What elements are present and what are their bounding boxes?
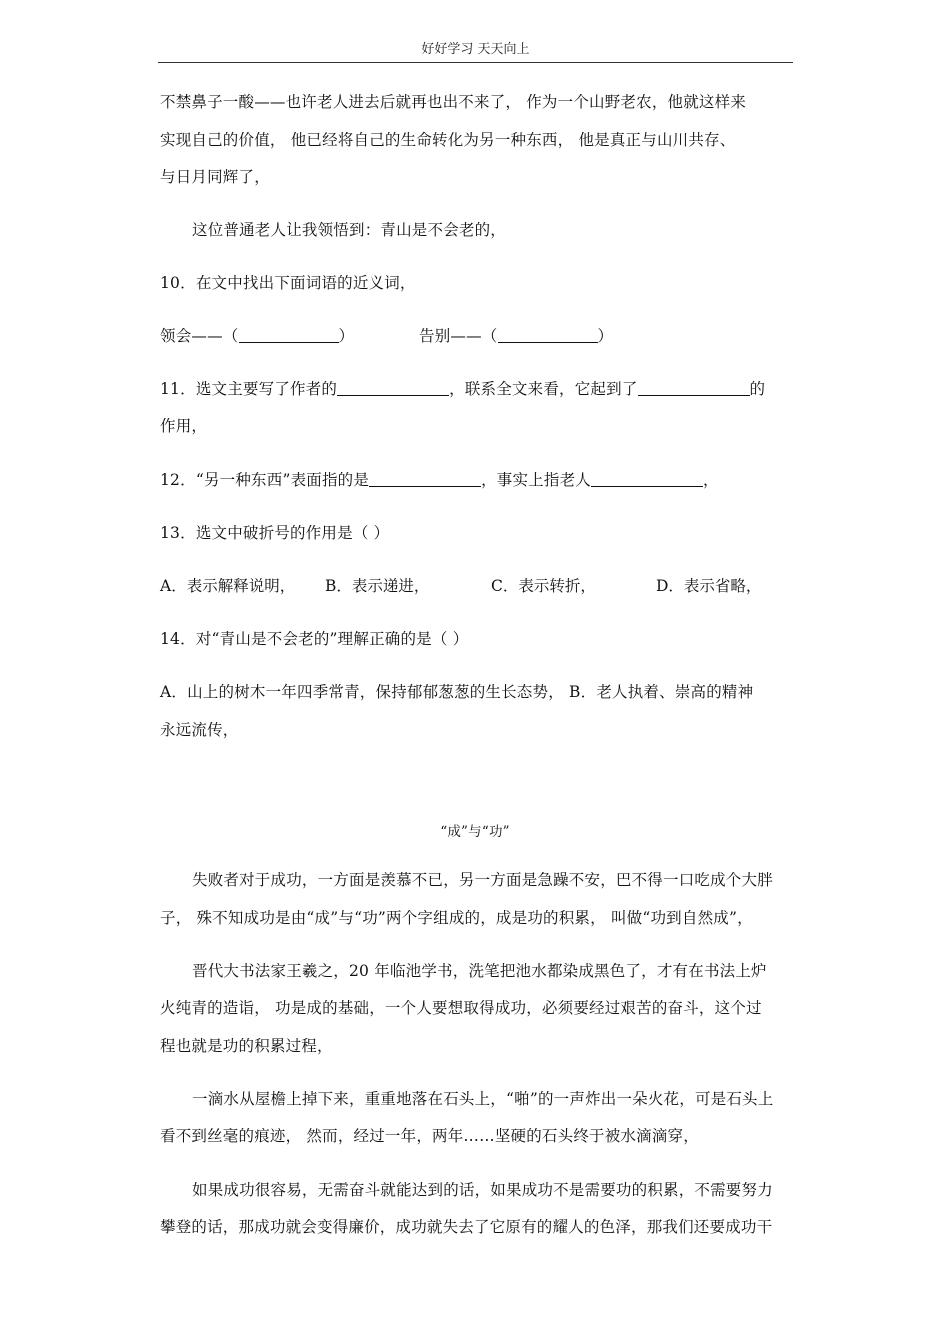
question-11-line-1 xyxy=(160,377,765,399)
answer-blank[interactable] xyxy=(638,381,750,396)
passage1-line-3: 与日月同辉了， xyxy=(160,168,270,186)
answer-blank[interactable] xyxy=(369,472,481,487)
passage2-p4-line-2: 攀登的话，那成功就会变得廉价，成功就失去了它原有的耀人的色泽，那我们还要成功干 xyxy=(160,1218,773,1236)
passage2-p2-line-2: 火纯青的造诣， 功是成的基础，一个人要想取得成功，必须要经过艰苦的奋斗，这个过 xyxy=(160,999,762,1017)
word-label: 领会——（ xyxy=(160,327,239,345)
passage2-p2-line-3: 程也就是功的积累过程， xyxy=(160,1037,333,1055)
passage2-title: “成”与“功” xyxy=(440,824,510,840)
passage2-p1-line-2: 子， 殊不知成功是由“成”与“功”两个字组成的，成是功的积累， 叫做“功到自然成”， xyxy=(160,909,753,927)
question-13-option-c[interactable]: C．表示转折， xyxy=(491,577,596,595)
passage1-conclusion: 这位普通老人让我领悟到：青山是不会老的， xyxy=(192,221,507,239)
passage2-p4-line-1: 如果成功很容易，无需奋斗就能达到的话，如果成功不是需要功的积累，不需要努力 xyxy=(192,1181,773,1199)
question-10-item-1 xyxy=(160,324,354,346)
question-11-part-2: ，联系全文来看，它起到了 xyxy=(449,380,638,398)
question-12-part-3: ， xyxy=(702,471,719,489)
question-13-option-a[interactable]: A．表示解释说明， xyxy=(160,577,296,595)
answer-blank[interactable] xyxy=(337,381,449,396)
question-13-stem: 13．选文中破折号的作用是（ ） xyxy=(160,524,390,542)
question-12-part-2: ，事实上指老人 xyxy=(481,471,591,489)
page-header: 好好学习 天天向上 xyxy=(421,42,530,57)
question-13-option-d[interactable]: D．表示省略， xyxy=(656,577,762,595)
passage1-line-1: 不禁鼻子一酸——也许老人进去后就再也出不来了， 作为一个山野老农，他就这样来 xyxy=(160,93,747,111)
passage2-p2-line-1: 晋代大书法家王羲之，20 年临池学书，洗笔把池水都染成黑色了，才有在书法上炉 xyxy=(192,962,767,980)
question-13-option-b[interactable]: B．表示递进， xyxy=(325,577,430,595)
question-10-item-2 xyxy=(419,324,613,346)
passage2-p3-line-1: 一滴水从屋檐上掉下来，重重地落在石头上，“啪”的一声炸出一朵火花，可是石头上 xyxy=(192,1090,774,1108)
question-14-options-line-2: 永远流传， xyxy=(160,721,239,739)
passage2-p3-line-2: 看不到丝毫的痕迹， 然而，经过一年，两年……坚硬的石头终于被水滴滴穿， xyxy=(160,1127,699,1145)
question-11-line-2: 作用， xyxy=(160,417,208,435)
question-12 xyxy=(160,468,719,490)
question-12-part-1: 12．“另一种东西”表面指的是 xyxy=(160,471,370,489)
question-11-part-1: 11．选文主要写了作者的 xyxy=(160,380,338,398)
header-divider xyxy=(158,62,793,63)
word-label: 告别——（ xyxy=(419,327,498,345)
question-14-stem: 14．对“青山是不会老的”理解正确的是（ ） xyxy=(160,630,469,648)
word-label-end: ） xyxy=(338,327,355,345)
passage1-line-2: 实现自己的价值， 他已经将自己的生命转化为另一种东西， 他是真正与山川共存、 xyxy=(160,131,736,149)
answer-blank[interactable] xyxy=(239,328,339,343)
answer-blank[interactable] xyxy=(498,328,598,343)
answer-blank[interactable] xyxy=(591,472,703,487)
question-11-part-3: 的 xyxy=(749,380,766,398)
question-14-options-line-1: A．山上的树木一年四季常青，保持郁郁葱葱的生长态势， B．老人执着、崇高的精神 xyxy=(160,683,754,701)
question-10-stem: 10．在文中找出下面词语的近义词， xyxy=(160,274,416,292)
word-label-end: ） xyxy=(597,327,614,345)
passage2-p1-line-1: 失败者对于成功，一方面是羡慕不已，另一方面是急躁不安，巴不得一口吃成个大胖 xyxy=(192,871,773,889)
